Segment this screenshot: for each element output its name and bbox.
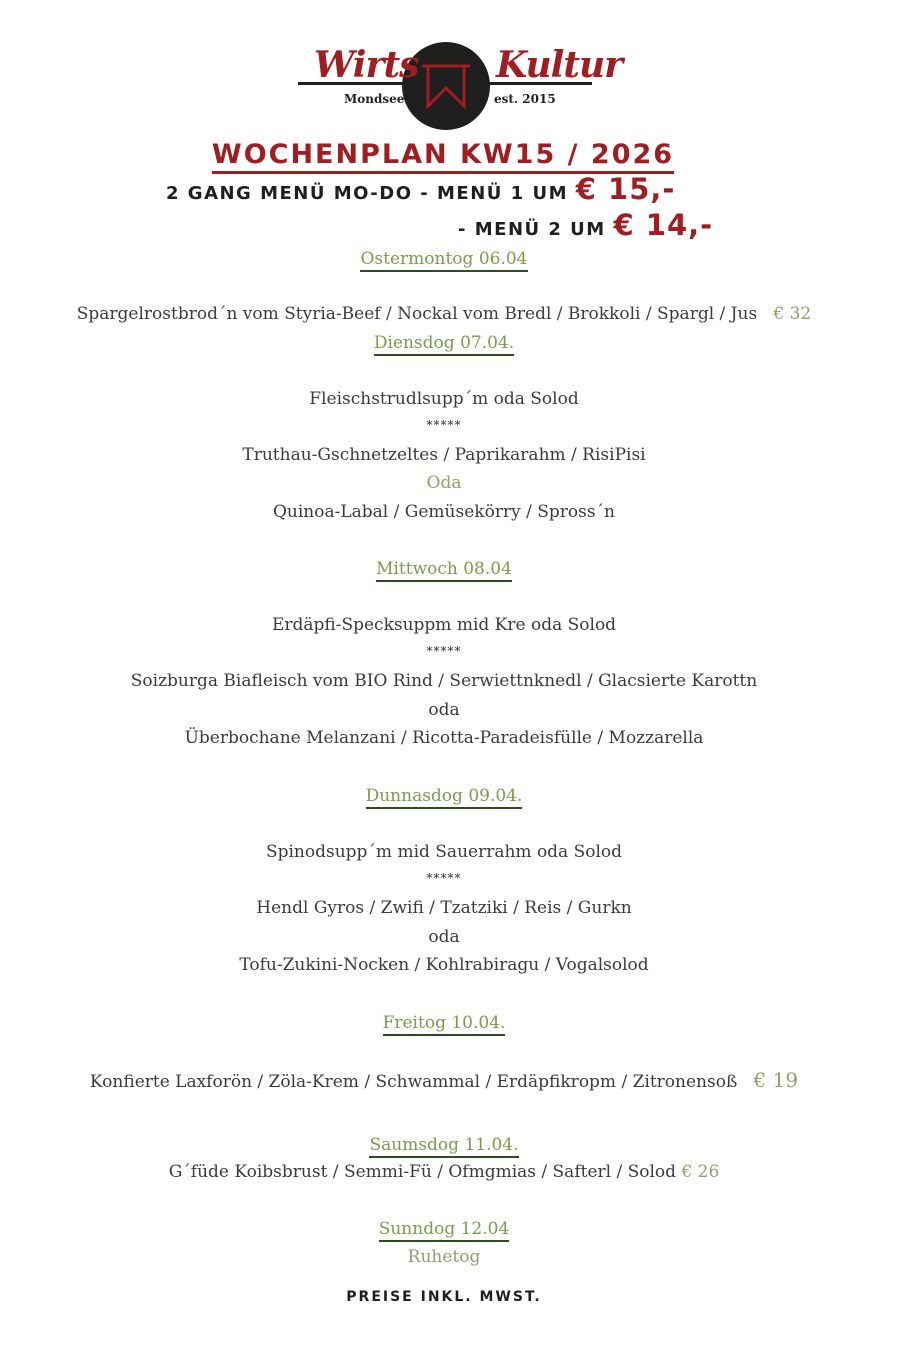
day-heading-wednesday	[0, 558, 888, 580]
soup-line: Fleischstrudlsupp´m oda Solod	[309, 389, 579, 409]
dish-text: G´füde Koibsbrust / Semmi-Fü / Ofmgmias / Safterl / Solod	[168, 1162, 677, 1182]
day-heading-text: Freitog 10.04.	[383, 1013, 506, 1036]
day-heading-friday	[0, 1012, 888, 1034]
menu-2-price: € 14,-	[613, 208, 714, 242]
day-heading-text: Saumsdog 11.04.	[369, 1135, 518, 1158]
main-dish-line: Soizburga Biafleisch vom BIO Rind / Serwiettnknedl / Glacsierte Karottn	[130, 671, 758, 691]
logo-established: est. 2015	[494, 92, 556, 106]
day-heading-tuesday	[0, 332, 888, 354]
menu-2-label: - MENÜ 2 UM	[458, 219, 606, 240]
dish-price: € 32	[773, 304, 812, 324]
menu-1-label: 2 GANG MENÜ MO-DO - MENÜ 1 UM	[166, 183, 568, 204]
separator-stars: *****	[426, 871, 462, 885]
day-heading-text: Diensdog 07.04.	[374, 333, 514, 356]
veggie-dish-line: Quinoa-Labal / Gemüsekörry / Spross´n	[272, 502, 615, 522]
day-heading-text: Mittwoch 08.04	[376, 559, 512, 582]
day-heading-sunday	[0, 1218, 888, 1240]
menu-line	[0, 303, 888, 325]
soup-line: Erdäpfi-Specksuppm mid Kre oda Solod	[271, 615, 617, 635]
menu-info-line-2	[458, 208, 713, 242]
dish-text: Spargelrostbrod´n vom Styria-Beef / Nockal vom Bredl / Brokkoli / Spargl / Jus	[76, 304, 758, 324]
menu-info-line-1	[166, 172, 675, 206]
logo-place: Mondsee	[344, 92, 405, 106]
day-heading-thursday	[0, 785, 888, 807]
day-heading-text: Ostermontog 06.04	[360, 249, 527, 272]
or-separator: Oda	[426, 473, 462, 493]
page-title	[0, 140, 886, 170]
page-title-text: WOCHENPLAN KW15 / 2026	[212, 139, 674, 174]
main-dish-line: Truthau-Gschnetzeltes / Paprikarahm / RisiPisi	[242, 445, 646, 465]
dish-price: € 19	[753, 1068, 799, 1092]
day-heading-text: Dunnasdog 09.04.	[366, 786, 523, 809]
day-heading-saturday	[0, 1134, 888, 1156]
main-dish-line: Hendl Gyros / Zwifi / Tzatziki / Reis / Gurkn	[256, 898, 632, 918]
closed-day-text: Ruhetog	[407, 1247, 481, 1267]
menu-1-price: € 15,-	[575, 172, 676, 206]
soup-line: Spinodsupp´m mid Sauerrahm oda Solod	[265, 842, 623, 862]
dish-price: € 26	[681, 1162, 720, 1182]
day-heading-text: Sunndog 12.04	[379, 1219, 510, 1242]
logo-word-kultur: Kultur	[496, 44, 623, 86]
veggie-dish-line: Tofu-Zukini-Nocken / Kohlrabiragu / Vogalsolod	[239, 955, 649, 975]
wirtskultur-logo	[298, 40, 623, 132]
separator-stars: *****	[426, 418, 462, 432]
day-heading-monday	[0, 248, 888, 270]
menu-line	[0, 1161, 888, 1183]
price-note-footer: PREISE INKL. MWST.	[346, 1289, 542, 1305]
veggie-dish-line: Überbochane Melanzani / Ricotta-Paradeisfülle / Mozzarella	[184, 728, 704, 748]
separator-stars: *****	[426, 644, 462, 658]
or-separator: oda	[428, 700, 460, 720]
logo-word-wirts: Wirts	[314, 44, 419, 86]
or-separator: oda	[428, 927, 460, 947]
menu-line	[0, 1069, 888, 1093]
dish-text: Konfierte Laxforön / Zöla-Krem / Schwammal / Erdäpfikropm / Zitronensoß	[89, 1072, 738, 1092]
